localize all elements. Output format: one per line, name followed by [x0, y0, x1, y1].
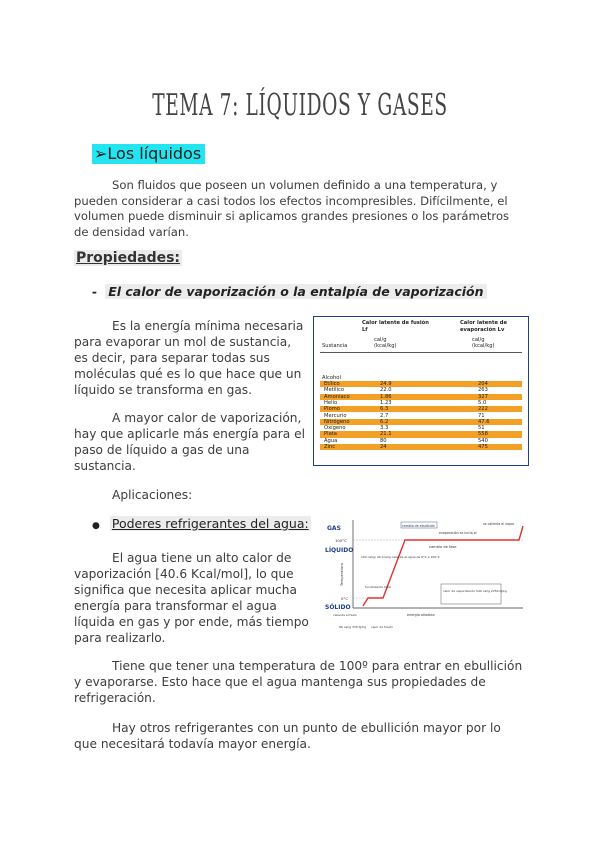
table-row [320, 381, 522, 387]
unit-evap: cal/g (kcal/kg) [472, 337, 495, 349]
col-fusion-header: Calor latente de fusión Lf [362, 320, 429, 333]
cell-evaporacion: 51 [478, 425, 485, 432]
energia-paragraph: Es la energía mínima necesaria para evaporar un mol de sustancia, es decir, para separar todas sus moléculas qué es lo que hace que un líquido se transforma en gas. [74, 319, 304, 397]
cell-sustancia: Helio [324, 399, 338, 406]
col-sustancia-header: Sustancia [322, 343, 348, 349]
table-row [320, 425, 522, 431]
cell-fusion: 80 [380, 437, 387, 444]
poderes-heading-text: Poderes refrigerantes del agua: [111, 516, 309, 531]
label-gas: GAS [327, 525, 341, 532]
calor-heading-text: El calor de vaporización o la entalpía de vaporización [105, 284, 486, 299]
cell-fusion: 6.2 [380, 418, 389, 425]
header-divider [320, 352, 522, 353]
label-funde: fundimiento hielo [365, 585, 392, 589]
cell-fusion: 21.1 [380, 431, 392, 438]
cell-sustancia: Oxígeno [324, 425, 346, 432]
cell-fusion: 1.23 [380, 399, 392, 406]
label-liquido: LÍQUIDO [325, 547, 354, 554]
otros-paragraph: Hay otros refrigerantes con un punto de ebullición mayor por lo que necesitará todavía mayor energía. [74, 721, 501, 751]
page-title: TEMA 7: LÍQUIDOS Y GASES [152, 88, 448, 123]
label-calienta-hielo: calienta el hielo [333, 613, 357, 617]
poderes-heading [92, 516, 311, 531]
table-row [320, 413, 522, 419]
cell-sustancia: Metílico [324, 387, 345, 394]
box-calor-vap [441, 584, 501, 604]
label-100c: 100°C [335, 538, 347, 543]
cell-evaporacion: 327 [478, 393, 488, 400]
cell-evaporacion: 475 [478, 444, 488, 450]
propiedades-heading: Propiedades: [76, 250, 181, 266]
cell-sustancia: Etílico [324, 381, 340, 387]
label-solido: SÓLIDO [325, 604, 351, 611]
dot-bullet: ● [92, 521, 100, 531]
cell-sustancia: Agua [324, 437, 338, 444]
heating-curve-diagram [323, 516, 529, 640]
dash-bullet: - [92, 284, 98, 299]
cell-sustancia: Plomo [324, 406, 340, 413]
temperatura-paragraph: Tiene que tener una temperatura de 100º para entrar en ebullición y evaporarse. Esto hace que el agua mantenga sus propiedades de refrigeración. [74, 659, 523, 705]
y-axis-label: Temperatura [340, 563, 344, 586]
cell-fusion: 22.0 [380, 387, 392, 394]
table-row [320, 387, 522, 393]
cell-sustancia: Nitrógeno [324, 418, 350, 425]
cell-sustancia: Mercurio [324, 412, 347, 419]
section-heading-liquidos: ➢Los líquidos [92, 144, 205, 164]
unit-fusion: cal/g (kcal/kg) [374, 337, 397, 349]
table-row [320, 406, 522, 412]
label-calor-agua: 100 cal/g/ 40 kcal/g calienta el agua de 0°C a 100°C [361, 555, 440, 559]
agua-paragraph: El agua tiene un alto calor de vaporización [40.6 Kcal/mol], lo que significa que necesita aplicar mucha energía para transformar el agua líquida en gas y por ende, más tiempo para realizarlo. [74, 551, 309, 645]
group-label: Alcohol [322, 375, 341, 381]
cell-sustancia: Amoniaco [324, 393, 350, 400]
label-evaporacion: evaporación se inicia el [439, 531, 477, 535]
calor-heading [92, 284, 487, 299]
cell-fusion: 6.3 [380, 406, 389, 413]
cell-evaporacion: 5.0 [478, 399, 487, 406]
label-0c: 0°C [341, 596, 348, 601]
cell-evaporacion: 222 [478, 406, 488, 413]
cell-evaporacion: 263 [478, 387, 488, 394]
label-calor-vap: calor de vaporización 540 cal/g 2259 kJ/kg [443, 589, 507, 593]
label-cambio-fase: cambio de fase [429, 545, 457, 549]
cell-fusion: 24.9 [380, 381, 392, 387]
table-row [320, 400, 522, 406]
label-fusion: calor de fusión [371, 625, 394, 629]
cell-sustancia: Plata [324, 431, 337, 438]
aplicaciones-label: Aplicaciones: [112, 488, 193, 502]
label-energia: energía añadida [407, 613, 435, 617]
intro-paragraph: Son fluidos que poseen un volumen definido a una temperatura, y pueden considerar a casi todos los efectos incompresibles. Difícilmente, el volumen puede disminuir si aplicamos grandes presiones o los parámetros de densidad varían. [74, 178, 510, 239]
diagram-bg [323, 516, 529, 640]
cell-evaporacion: 558 [478, 431, 488, 438]
cell-evaporacion: 540 [478, 437, 488, 444]
cell-fusion: 3.3 [380, 425, 389, 432]
cell-fusion: 2.7 [380, 412, 389, 419]
table-row [320, 438, 522, 444]
table-row [320, 394, 522, 400]
mayor-calor-paragraph: A mayor calor de vaporización, hay que aplicarle más energía para el paso de líquido a gas de una sustancia. [74, 411, 306, 473]
label-cambio-ebullicion: cambio de ebullición [402, 524, 435, 528]
cell-evaporacion: 204 [478, 381, 488, 387]
latent-heat-table [313, 316, 529, 466]
col-evap-header: Calor latente de evaporación Lv [460, 320, 508, 333]
cell-evaporacion: 47.6 [478, 418, 490, 425]
cell-fusion: 1.86 [380, 393, 392, 400]
cell-sustancia: Zinc [324, 444, 336, 450]
cell-fusion: 24 [380, 444, 387, 450]
label-calienta-vapor: se calienta el vapor [483, 522, 515, 526]
table-row [320, 419, 522, 425]
table-row [320, 431, 522, 437]
label-cal80: 80 cal/g 334 kJ/kg [339, 625, 366, 629]
table-row [320, 444, 522, 450]
cell-evaporacion: 71 [478, 412, 485, 419]
